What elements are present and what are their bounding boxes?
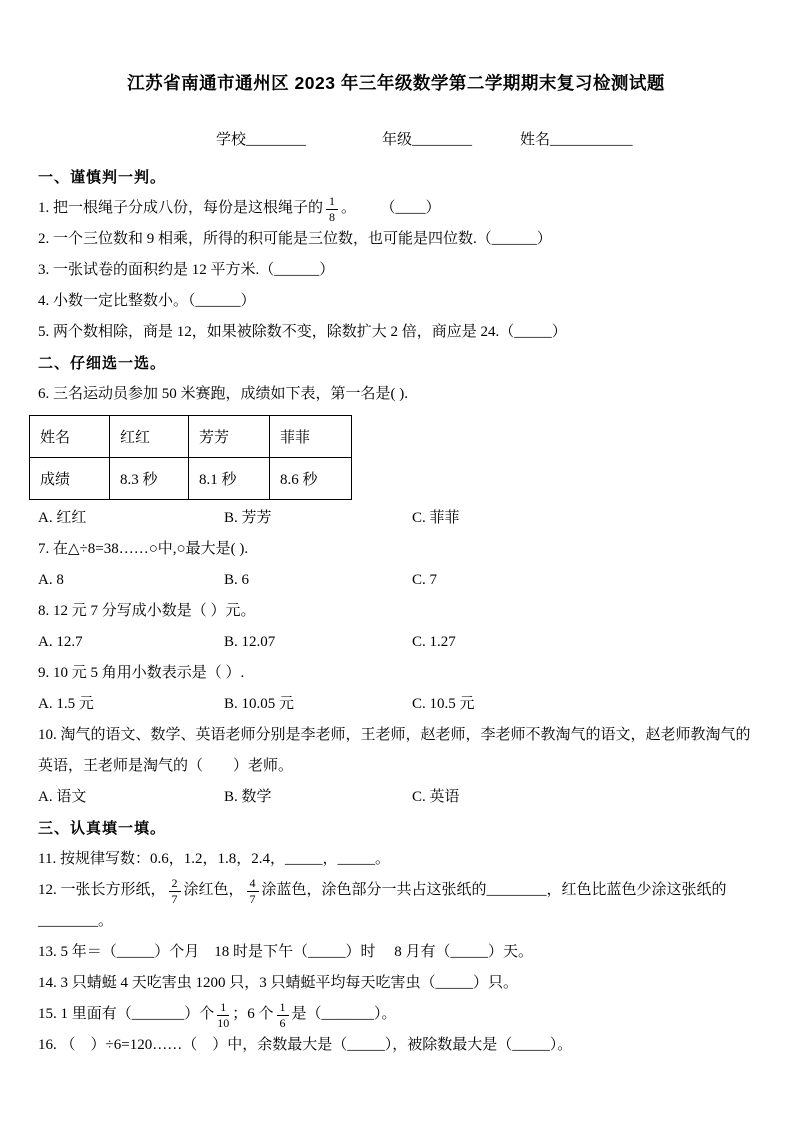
question-14: 14. 3 只蜻蜓 4 天吃害虫 1200 只，3 只蜻蜓平均每天吃害虫（_____）只。 — [38, 975, 519, 991]
question-6-option-a: A. 红红 — [38, 510, 87, 526]
question-10-option-b: B. 数学 — [224, 789, 272, 805]
question-7-options — [38, 565, 754, 596]
header-fields — [38, 130, 754, 150]
question-11: 11. 按规律写数：0.6，1.2，1.8，2.4，_____，_____。 — [38, 851, 390, 867]
question-9-option-a: A. 1.5 元 — [38, 696, 94, 712]
score-table-header-row — [30, 416, 352, 458]
question-12 — [38, 875, 754, 937]
question-6: 6. 三名运动员参加 50 米赛跑，成绩如下表，第一名是( ). — [38, 386, 408, 402]
question-7: 7. 在△÷8=38……○中,○最大是( ). — [38, 541, 249, 557]
grade-field: 年级________ — [382, 132, 473, 148]
section-1-heading: 一、谨慎判一判。 — [38, 169, 167, 186]
fraction-numerator: 1 — [277, 1001, 289, 1016]
question-7-option-b: B. 6 — [224, 572, 250, 588]
section-2-heading: 二、仔细选一选。 — [38, 355, 167, 372]
school-field: 学校________ — [216, 132, 307, 148]
question-1 — [38, 193, 754, 224]
table-cell-score-2: 8.1 秒 — [189, 458, 270, 500]
question-15-text: ；6 个 — [232, 1006, 274, 1022]
question-8-option-c: C. 1.27 — [412, 634, 456, 650]
question-7-option-a: A. 8 — [38, 572, 64, 588]
question-1-period: 。 — [341, 200, 357, 216]
question-9: 9. 10 元 5 角用小数表示是（ ）. — [38, 665, 245, 681]
question-1-text: 1. 把一根绳子分成八份，每份是这根绳子的 — [38, 200, 324, 216]
question-10: 10. 淘气的语文、数学、英语老师分别是李老师，王老师，赵老师，李老师不教淘气的语文，赵老师教淘气的英语，王老师是淘气的（ ）老师。 — [38, 727, 751, 774]
question-10-option-a: A. 语文 — [38, 789, 87, 805]
question-12-text: 涂红色， — [183, 882, 244, 898]
question-15 — [38, 999, 754, 1030]
table-cell-score-label: 成绩 — [30, 458, 110, 500]
question-15-text: 15. 1 里面有（_______）个 — [38, 1006, 215, 1022]
fraction-4-7 — [247, 877, 259, 905]
question-9-option-b: B. 10.05 元 — [224, 696, 295, 712]
score-table — [29, 415, 352, 500]
fraction-2-7 — [169, 877, 181, 905]
question-7-option-c: C. 7 — [412, 572, 438, 588]
fraction-numerator: 1 — [217, 1001, 229, 1016]
question-1-answer-blank: （____） — [388, 200, 441, 216]
table-cell-score-3: 8.6 秒 — [270, 458, 352, 500]
section-3-heading: 三、认真填一填。 — [38, 820, 167, 837]
question-10-option-c: C. 英语 — [412, 789, 460, 805]
fraction-1-8 — [326, 195, 338, 223]
question-10-options — [38, 782, 754, 813]
paper-title: 江苏省南通市通州区 2023 年三年级数学第二学期期末复习检测试题 — [127, 73, 665, 93]
fraction-denominator: 6 — [279, 1016, 286, 1030]
table-cell-runner-1: 红红 — [110, 416, 189, 458]
score-table-result-row — [30, 458, 352, 500]
fraction-denominator: 7 — [249, 892, 256, 906]
question-16: 16. （ ）÷6=120……（ ）中，余数最大是（_____），被除数最大是（_____）。 — [38, 1037, 573, 1053]
question-9-option-c: C. 10.5 元 — [412, 696, 475, 712]
question-3: 3. 一张试卷的面积约是 12 平方米.（______） — [38, 262, 335, 278]
fraction-numerator: 1 — [326, 195, 338, 210]
name-field: 姓名___________ — [520, 132, 633, 148]
fraction-numerator: 4 — [247, 877, 259, 892]
table-cell-name-label: 姓名 — [30, 416, 110, 458]
question-6-option-b: B. 芳芳 — [224, 510, 272, 526]
question-9-options — [38, 689, 754, 720]
table-cell-runner-2: 芳芳 — [189, 416, 270, 458]
fraction-denominator: 7 — [171, 892, 178, 906]
fraction-1-6 — [277, 1001, 289, 1029]
question-8-option-b: B. 12.07 — [224, 634, 276, 650]
question-6-options — [38, 503, 754, 534]
table-cell-runner-3: 菲菲 — [270, 416, 352, 458]
fraction-denominator: 8 — [329, 210, 336, 224]
question-4: 4. 小数一定比整数小。（______） — [38, 293, 256, 309]
question-12-text: 涂蓝色，涂色部分一共占这张纸的________，红色比蓝色少涂这张纸的________。 — [38, 882, 727, 929]
question-8-option-a: A. 12.7 — [38, 634, 83, 650]
question-2: 2. 一个三位数和 9 相乘，所得的积可能是三位数，也可能是四位数.（______） — [38, 231, 552, 247]
question-6-option-c: C. 菲菲 — [412, 510, 460, 526]
fraction-denominator: 10 — [217, 1016, 230, 1030]
question-8-options — [38, 627, 754, 658]
question-15-text: 是（_______）。 — [291, 1006, 397, 1022]
question-12-text: 12. 一张长方形纸， — [38, 882, 166, 898]
table-cell-score-1: 8.3 秒 — [110, 458, 189, 500]
question-5: 5. 两个数相除，商是 12，如果被除数不变，除数扩大 2 倍，商应是 24.（_____） — [38, 324, 567, 340]
fraction-numerator: 2 — [169, 877, 181, 892]
question-13: 13. 5 年＝（_____）个月 18 时是下午（_____）时 8 月有（_____）天。 — [38, 944, 534, 960]
fraction-1-10 — [217, 1001, 229, 1029]
question-8: 8. 12 元 7 分写成小数是（ ）元。 — [38, 603, 256, 619]
